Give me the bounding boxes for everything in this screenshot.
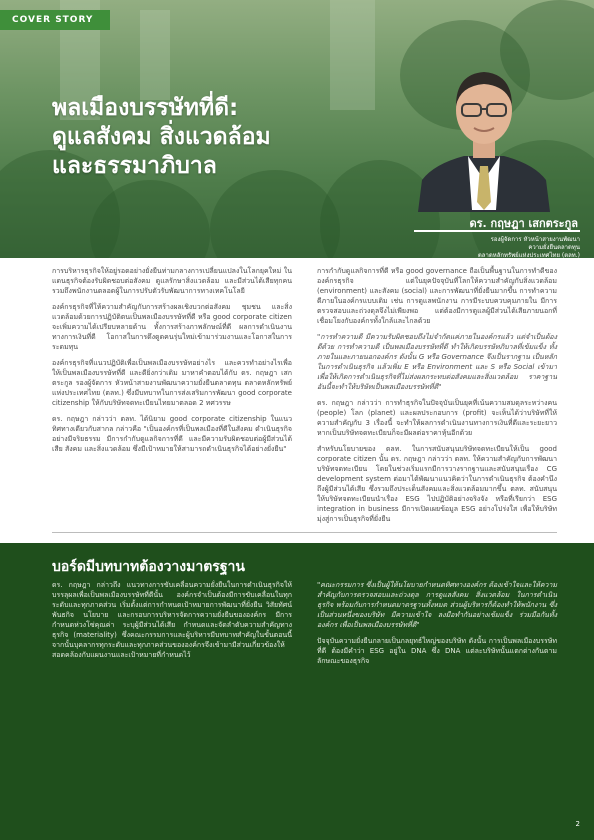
page-number: 2 — [575, 820, 580, 828]
name-divider — [414, 230, 580, 232]
role-line: ความยั่งยืนตลาดทุน — [528, 244, 580, 251]
paragraph: องค์กรธุรกิจที่แนวปฏิบัติเพื่อเป็นพลเมืองบรรษัทอย่างไร และควรทำอย่างไรเพื่อให้เป็นพลเมืองบรรษัทที่ดี และดียิ่งกว่าเดิม มาหาคำตอบได้กับ ดร. กฤษฎา เสกตระกูล รองผู้จัดการ หัวหน้าสายงานพัฒนาความยั่งยืนตลาดทุน ตลาดหลักทรัพย์แห่งประเทศไทย (ตลท.) ซึ่งมีบทบาทในการส่งเสริมการพัฒนา good corporate citizenship ให้กับบริษัทจดทะเบียนไทยมาตลอด 2 ทศวรรษ — [52, 359, 292, 407]
section-divider — [52, 532, 557, 533]
paragraph: ปัจจุบันความยั่งยืนกลายเป็นกลยุทธ์ใหญ่ของบริษัท ดังนั้น การเป็นพลเมืองบรรษัทที่ดี ต้องมีคำว่า ESG อยู่ใน DNA ซึ่ง DNA แต่ละบริษัทนั้นแตกต่างกันตามลักษณะของธุรกิจ — [317, 637, 557, 665]
title-line: และธรรมาภิบาล — [52, 153, 217, 179]
quote-paragraph: "การทำความดี มีความรับผิดชอบถึงไม่จำกัดแค่ภายในองค์กรแล้ว แต่จำเป็นต้องดีด้วย การทำความดี เป็นพลเมืองบรรษัทที่ดี ทำให้เกิดบรรษัทภิบาลที่เข้มแข็ง ทั้งภายในและภายนอกองค์กร ดังนั้น G หรือ Governance จึงเป็นรากฐาน เป็นหลักในการดำเนินธุรกิจ แล้วเพิ่ม E หรือ Environment และ S หรือ Social เข้ามา เพื่อให้เกิดการดำเนินธุรกิจที่ไม่ส่งผลกระทบต่อสังคมและสิ่งแวดล้อม ราคาฐานอันนี้จะทำให้บริษัทเป็นพลเมืองบรรษัทที่ดี" — [317, 333, 557, 391]
quote-paragraph: "คณะกรรมการ ซึ่งเป็นผู้ให้นโยบายกำหนดทิศทางองค์กร ต้องเข้าใจและให้ความสำคัญกับการตรวจสอบและถ่วงดุล การดูแลสังคม สิ่งแวดล้อม ในการดำเนินธุรกิจ พร้อมกับการกำหนดมาตรฐานทั้งหมด ส่วนผู้บริหารก็ต้องทำให้พนักงาน ซึ่งเป็นส่วนหนึ่งของบริษัท มีความเข้าใจ ลงมือทำกันอย่างเข้มแข็ง ร่วมมือกันทั้งองค์กร เพื่อเป็นพลเมืองบรรษัทที่ดี" — [317, 581, 557, 629]
paragraph: ดร. กฤษฎา กล่าวว่า ตลท. ได้นิยาม good corporate citizenship ในแนวทิศทางเดียวกับสากล กล่าวคือ "เป็นองค์กรที่เป็นพลเมืองที่ดีในสังคม ดำเนินธุรกิจอย่างมีจริยธรรม มีการกำกับดูแลกิจการที่ดี และมีความรับผิดชอบต่อผู้มีส่วนได้เสีย สังคม และสิ่งแวดล้อม ซึ่งมีเป้าหมายให้สามารถดำเนินธุรกิจได้อย่างยั่งยืน" — [52, 415, 292, 453]
background-building — [140, 10, 170, 100]
article-column-left — [52, 266, 292, 460]
paragraph: ดร. กฤษฎา กล่าวถึง แนวทางการขับเคลื่อนความยั่งยืนในการดำเนินธุรกิจให้บรรลุผลเพื่อเป็นพลเมืองบรรษัทที่ดีนั้น องค์กรจำเป็นต้องมีการขับเคลื่อนในทุกระดับและทุกภาคส่วน เริ่มตั้งแต่การกำหนดเป้าหมายการพัฒนาที่ยั่งยืน วิสัยทัศน์ พันธกิจ นโยบาย และกรอบการบริหารจัดการความยั่งยืนขององค์กร มีการกำหนดห่วงโซ่คุณค่า ระบุผู้มีส่วนได้เสีย กำหนดและจัดลำดับความสำคัญทางธุรกิจ (materiality) ซึ่งคณะกรรมการและผู้บริหารมีบทบาทสำคัญในขั้นตอนนี้ จากนั้นบุคลากรทุกระดับและทุกภาคส่วนขององค์กรจึงเข้ามามีส่วนเกี่ยวข้องให้สอดคล้องกับแผนงานและเป้าหมายที่กำหนดไว้ — [52, 581, 292, 659]
paragraph: ดร. กฤษฎา กล่าวว่า การทำธุรกิจในปัจจุบันเป็นยุคที่เน้นความสมดุลระหว่างคน (people) โลก (planet) และผลประกอบการ (profit) จะเห็นได้ว่าบริษัทที่ให้ความสำคัญกับ 3 เรื่องนี้ จะทำให้ผลการดำเนินงานทางการเงินที่ดีและระยะยาว หากเป็นบริษัทจดทะเบียนก็จะมีผลต่อราคาหุ้นอีกด้วย — [317, 399, 557, 437]
paragraph: สำหรับนโยบายของ ตลท. ในการสนับสนุนบริษัทจดทะเบียนให้เป็น good corporate citizen นั้น ดร. กฤษฎา กล่าวว่า ตลท. ให้ความสำคัญกับการพัฒนาบริษัทจดทะเบียน โดยในช่วงเริ่มแรกมีการวางรากฐานและสนับสนุนเรื่อง CG development system ต่อมาได้พัฒนาแนวคิดว่าในการดำเนินธุรกิจ ต้องคำนึงถึงผู้มีส่วนได้เสีย ซึ่งรวมถึงประเด็นสังคมและสิ่งแวดล้อมมากขึ้น ตลท. สนับสนุนให้บริษัทจดทะเบียนนำเรื่อง ESG ไปปฏิบัติอย่างจริงจัง หรือที่เรียกว่า ESG integration in business มีการเปิดเผยข้อมูล ESG อย่างโปร่งใส เพื่อให้บริษัทมุ่งสู่การเป็นธุรกิจที่ยั่งยืน — [317, 445, 557, 523]
article-column-right — [317, 266, 557, 530]
paragraph: การบริหารธุรกิจให้อยู่รอดอย่างยั่งยืนท่ามกลางการเปลี่ยนแปลงในโลกยุคใหม่ ในแดนธุรกิจต้องรับผิดชอบต่อสังคม ดูแลรักษาสิ่งแวดล้อม และมีส่วนได้เสียทุกคน รวมถึงพนักงานตลอดผู้ในการปรับตัวรับพัฒนาการทางเทคโนโลยี — [52, 267, 292, 295]
paragraph: องค์กรธุรกิจที่ให้ความสำคัญกับการสร้างผลเชิงบวกต่อสังคม ชุมชน และสิ่งแวดล้อมด้วยการปฏิบัติตนเป็นพลเมืองบรรษัทที่ดี หรือ good corporate citizen จะเพิ่มความได้เปรียบหลายด้าน ทั้งการสร้างภาพลักษณ์ที่ดี ผลการดำเนินงานทางการเงินที่ดี โอกาสในการดึงดูดคนรุ่นใหม่เข้ามาร่วมงานและโอกาสในการระดมทุน — [52, 303, 292, 351]
section-title: บอร์ดมีบทบาทต้องวางมาตรฐาน — [52, 559, 245, 575]
section-column-right — [317, 580, 557, 672]
cover-story-tag: COVER STORY — [0, 10, 110, 30]
title-line: พลเมืองบรรษัทที่ดี: — [52, 95, 239, 121]
profile-role — [430, 236, 580, 260]
role-line: ตลาดหลักทรัพย์แห่งประเทศไทย (ตลท.) — [477, 252, 580, 259]
article-title — [52, 94, 382, 181]
title-line: ดูแลสังคม สิ่งแวดล้อม — [52, 124, 271, 150]
role-line: รองผู้จัดการ หัวหน้าสายงานพัฒนา — [490, 236, 580, 243]
profile-name: ดร. กฤษฎา เสกตระกูล — [469, 217, 578, 230]
portrait-image — [412, 52, 556, 212]
paragraph: การกำกับดูแลกิจการที่ดี หรือ good governance ถือเป็นพื้นฐานในการทำดีขององค์กรธุรกิจ แต่ในยุคปัจจุบันที่โลกให้ความสำคัญกับสิ่งแวดล้อม (environment) และสังคม (social) และการพัฒนาที่ยั่งยืนมากขึ้น การทำความดีภายในองค์กรแบบเดิม เช่น การดูแลพนักงาน การมีระบบควบคุมภายใน มีการตรวจสอบและถ่วงดุลจึงไม่เพียงพอ แต่ต้องมีการดูแลผู้มีส่วนได้เสียภายนอกที่เชื่อมโยงกับองค์กรทั้งใกล้และไกลด้วย — [317, 267, 557, 325]
article-body — [52, 266, 557, 526]
section-column-left — [52, 580, 292, 666]
